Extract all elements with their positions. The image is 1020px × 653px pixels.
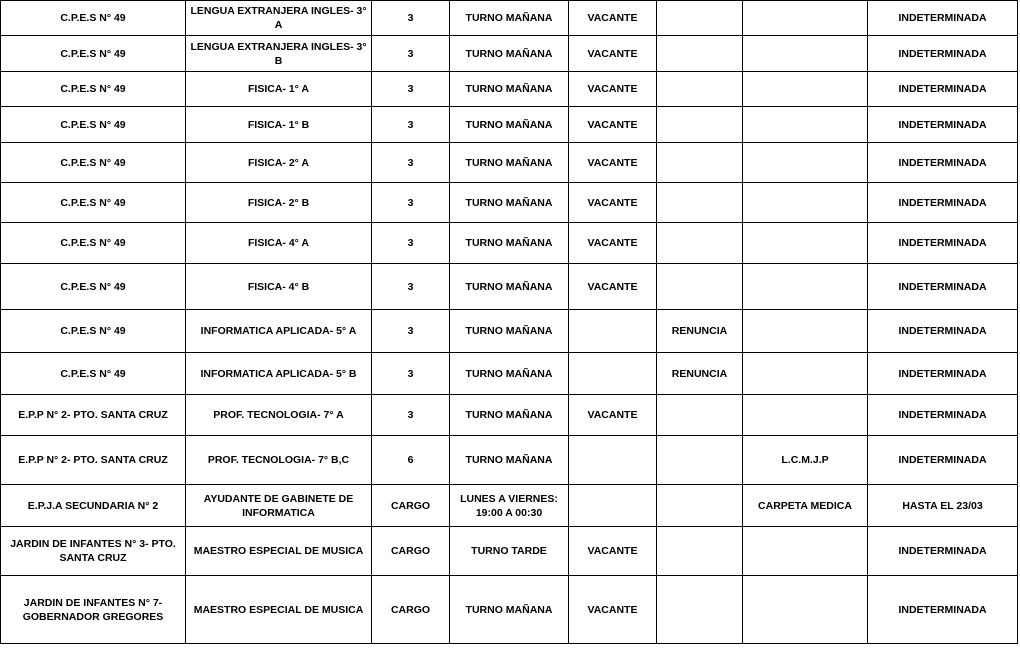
vacancy-cell: VACANTE: [569, 183, 657, 223]
subject-cell: AYUDANTE DE GABINETE DE INFORMATICA: [186, 485, 372, 527]
hours-cell: CARGO: [372, 485, 450, 527]
subject-cell: LENGUA EXTRANJERA INGLES- 3° A: [186, 1, 372, 36]
subject-cell: MAESTRO ESPECIAL DE MUSICA: [186, 576, 372, 644]
leave-cell: [743, 183, 868, 223]
table-row: [1, 353, 1018, 395]
duration-cell: INDETERMINADA: [868, 395, 1018, 436]
table-row: [1, 264, 1018, 310]
table-row: [1, 1, 1018, 36]
vacancy-cell: VACANTE: [569, 527, 657, 576]
hours-cell: CARGO: [372, 576, 450, 644]
school-cell: C.P.E.S N° 49: [1, 223, 186, 264]
school-cell: E.P.P N° 2- PTO. SANTA CRUZ: [1, 436, 186, 485]
shift-cell: TURNO MAÑANA: [450, 36, 569, 72]
table-row: [1, 107, 1018, 143]
subject-cell: FISICA- 4° B: [186, 264, 372, 310]
duration-cell: INDETERMINADA: [868, 527, 1018, 576]
table-row: [1, 436, 1018, 485]
subject-cell: MAESTRO ESPECIAL DE MUSICA: [186, 527, 372, 576]
duration-cell: INDETERMINADA: [868, 36, 1018, 72]
shift-cell: TURNO MAÑANA: [450, 223, 569, 264]
duration-cell: HASTA EL 23/03: [868, 485, 1018, 527]
table-row: [1, 143, 1018, 183]
subject-cell: FISICA- 1° B: [186, 107, 372, 143]
vacancy-cell: VACANTE: [569, 36, 657, 72]
leave-cell: [743, 395, 868, 436]
reason-cell: [657, 436, 743, 485]
reason-cell: [657, 183, 743, 223]
shift-cell: TURNO MAÑANA: [450, 395, 569, 436]
reason-cell: RENUNCIA: [657, 353, 743, 395]
shift-cell: TURNO TARDE: [450, 527, 569, 576]
shift-cell: TURNO MAÑANA: [450, 310, 569, 353]
table-row: [1, 310, 1018, 353]
leave-cell: [743, 1, 868, 36]
subject-cell: LENGUA EXTRANJERA INGLES- 3° B: [186, 36, 372, 72]
shift-cell: TURNO MAÑANA: [450, 143, 569, 183]
leave-cell: [743, 107, 868, 143]
reason-cell: [657, 395, 743, 436]
school-cell: C.P.E.S N° 49: [1, 264, 186, 310]
reason-cell: [657, 1, 743, 36]
leave-cell: [743, 353, 868, 395]
vacancy-cell: VACANTE: [569, 264, 657, 310]
vacancy-cell: VACANTE: [569, 107, 657, 143]
subject-cell: FISICA- 1° A: [186, 72, 372, 107]
reason-cell: [657, 576, 743, 644]
hours-cell: 3: [372, 36, 450, 72]
hours-cell: 3: [372, 264, 450, 310]
table-row: [1, 527, 1018, 576]
duration-cell: INDETERMINADA: [868, 107, 1018, 143]
school-cell: C.P.E.S N° 49: [1, 1, 186, 36]
vacancy-cell: VACANTE: [569, 1, 657, 36]
leave-cell: [743, 264, 868, 310]
duration-cell: INDETERMINADA: [868, 436, 1018, 485]
shift-cell: TURNO MAÑANA: [450, 1, 569, 36]
table-row: [1, 395, 1018, 436]
shift-cell: TURNO MAÑANA: [450, 576, 569, 644]
duration-cell: INDETERMINADA: [868, 576, 1018, 644]
table-row: [1, 36, 1018, 72]
table-row: [1, 576, 1018, 644]
subject-cell: FISICA- 4° A: [186, 223, 372, 264]
leave-cell: [743, 527, 868, 576]
reason-cell: [657, 264, 743, 310]
hours-cell: 3: [372, 353, 450, 395]
school-cell: E.P.P N° 2- PTO. SANTA CRUZ: [1, 395, 186, 436]
reason-cell: [657, 485, 743, 527]
shift-cell: TURNO MAÑANA: [450, 72, 569, 107]
duration-cell: INDETERMINADA: [868, 353, 1018, 395]
shift-cell: TURNO MAÑANA: [450, 183, 569, 223]
shift-cell: TURNO MAÑANA: [450, 264, 569, 310]
table-row: [1, 183, 1018, 223]
shift-cell: TURNO MAÑANA: [450, 436, 569, 485]
school-cell: C.P.E.S N° 49: [1, 353, 186, 395]
table-row: [1, 72, 1018, 107]
leave-cell: [743, 576, 868, 644]
duration-cell: INDETERMINADA: [868, 223, 1018, 264]
vacancy-cell: [569, 485, 657, 527]
school-cell: JARDIN DE INFANTES N° 7- GOBERNADOR GREGORES: [1, 576, 186, 644]
table-row: [1, 485, 1018, 527]
hours-cell: 3: [372, 143, 450, 183]
leave-cell: [743, 72, 868, 107]
subject-cell: INFORMATICA APLICADA- 5° A: [186, 310, 372, 353]
school-cell: C.P.E.S N° 49: [1, 72, 186, 107]
school-cell: E.P.J.A SECUNDARIA N° 2: [1, 485, 186, 527]
vacancy-cell: [569, 353, 657, 395]
hours-cell: 3: [372, 223, 450, 264]
school-cell: C.P.E.S N° 49: [1, 310, 186, 353]
hours-cell: 3: [372, 107, 450, 143]
duration-cell: INDETERMINADA: [868, 310, 1018, 353]
hours-cell: 3: [372, 310, 450, 353]
hours-cell: 3: [372, 395, 450, 436]
vacancy-cell: [569, 436, 657, 485]
table-row: [1, 223, 1018, 264]
school-cell: C.P.E.S N° 49: [1, 107, 186, 143]
vacancy-cell: VACANTE: [569, 72, 657, 107]
table-body: [1, 1, 1018, 644]
subject-cell: FISICA- 2° B: [186, 183, 372, 223]
vacancy-cell: VACANTE: [569, 143, 657, 183]
hours-cell: CARGO: [372, 527, 450, 576]
reason-cell: [657, 107, 743, 143]
duration-cell: INDETERMINADA: [868, 1, 1018, 36]
leave-cell: CARPETA MEDICA: [743, 485, 868, 527]
reason-cell: RENUNCIA: [657, 310, 743, 353]
school-cell: C.P.E.S N° 49: [1, 143, 186, 183]
leave-cell: [743, 223, 868, 264]
duration-cell: INDETERMINADA: [868, 143, 1018, 183]
school-cell: C.P.E.S N° 49: [1, 36, 186, 72]
leave-cell: [743, 36, 868, 72]
shift-cell: TURNO MAÑANA: [450, 353, 569, 395]
reason-cell: [657, 527, 743, 576]
reason-cell: [657, 143, 743, 183]
leave-cell: [743, 143, 868, 183]
leave-cell: [743, 310, 868, 353]
subject-cell: INFORMATICA APLICADA- 5° B: [186, 353, 372, 395]
reason-cell: [657, 36, 743, 72]
school-cell: C.P.E.S N° 49: [1, 183, 186, 223]
reason-cell: [657, 223, 743, 264]
duration-cell: INDETERMINADA: [868, 72, 1018, 107]
reason-cell: [657, 72, 743, 107]
vacancy-cell: VACANTE: [569, 223, 657, 264]
school-cell: JARDIN DE INFANTES N° 3- PTO. SANTA CRUZ: [1, 527, 186, 576]
hours-cell: 6: [372, 436, 450, 485]
subject-cell: PROF. TECNOLOGIA- 7° B,C: [186, 436, 372, 485]
vacancy-cell: VACANTE: [569, 576, 657, 644]
subject-cell: FISICA- 2° A: [186, 143, 372, 183]
hours-cell: 3: [372, 1, 450, 36]
hours-cell: 3: [372, 72, 450, 107]
subject-cell: PROF. TECNOLOGIA- 7° A: [186, 395, 372, 436]
shift-cell: TURNO MAÑANA: [450, 107, 569, 143]
duration-cell: INDETERMINADA: [868, 183, 1018, 223]
vacancy-cell: [569, 310, 657, 353]
leave-cell: L.C.M.J.P: [743, 436, 868, 485]
shift-cell: LUNES A VIERNES: 19:00 A 00:30: [450, 485, 569, 527]
hours-cell: 3: [372, 183, 450, 223]
vacancy-cell: VACANTE: [569, 395, 657, 436]
duration-cell: INDETERMINADA: [868, 264, 1018, 310]
